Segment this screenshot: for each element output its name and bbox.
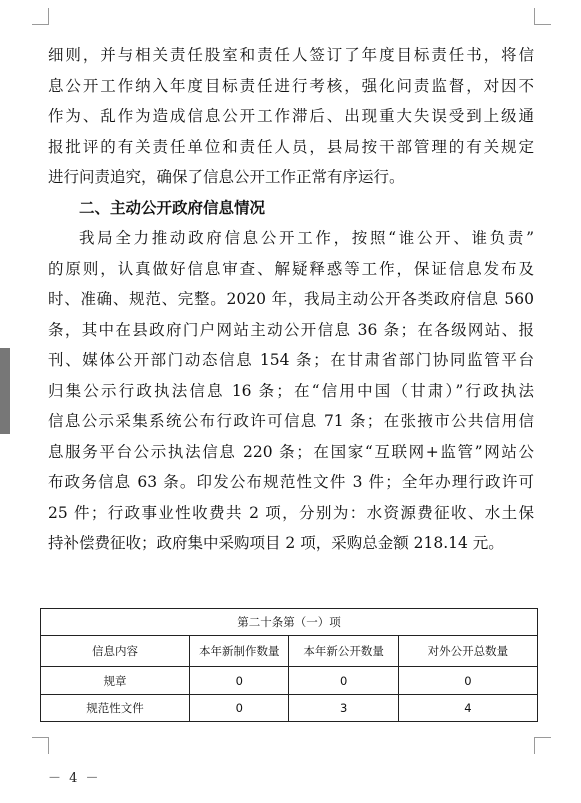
text-line: 归集公示行政执法信息 16 条；在“信用中国（甘肃）”行政执法 <box>48 381 534 400</box>
text-line: 信息公示采集系统公布行政许可信息 71 条；在张掖市公共信用信 <box>48 412 534 430</box>
table-row <box>41 667 538 695</box>
table-row <box>41 695 538 722</box>
table-title: 第二十条第（一）项 <box>41 609 538 636</box>
table-header-cell: 本年新公开数量 <box>289 636 398 667</box>
text-line: 进行问责追究，确保了信息公开工作正常有序运行。 <box>48 168 405 186</box>
table-cell: 3 <box>289 695 398 722</box>
text-line: 细则，并与相关责任股室和责任人签订了年度目标责任书，将信 <box>48 46 534 64</box>
table-header-cell: 本年新制作数量 <box>190 636 289 667</box>
text-line: 我局全力推动政府信息公开工作，按照“谁公开、谁负责” <box>79 229 534 247</box>
crop-mark-bottom-right <box>534 737 551 754</box>
crop-mark-top-left <box>32 8 49 25</box>
text-line: 持补偿费征收；政府集中采购项目 2 项，采购总金额 218.14 元。 <box>48 534 504 552</box>
text-line: 布政务信息 63 条。印发公布规范性文件 3 件；全年办理行政许可 <box>48 473 534 491</box>
text-line: 息服务平台公示执法信息 220 条；在国家“互联网+监管”网站公 <box>48 442 534 461</box>
text-line: 作为、乱作为造成信息公开工作滞后、出现重大失误受到上级通 <box>48 107 534 125</box>
text-line: 刊、媒体公开部门动态信息 154 条；在甘肃省部门协同监管平台 <box>48 351 534 369</box>
text-line: 时、准确、规范、完整。2020 年，我局主动公开各类政府信息 560 <box>48 290 534 308</box>
table-cell: 0 <box>190 695 289 722</box>
table-header-row <box>41 636 538 667</box>
crop-mark-bottom-left <box>32 737 49 754</box>
crop-mark-top-right <box>534 8 551 25</box>
table-cell: 规章 <box>41 667 190 695</box>
side-scroll-tab[interactable] <box>0 348 10 434</box>
page-number: － 4 － <box>48 771 101 786</box>
table-title-row <box>41 609 538 636</box>
text-line: 息公开工作纳入年度目标责任进行考核，强化问责监督，对因不 <box>48 76 534 95</box>
paragraph-accountability <box>48 40 534 559</box>
section-heading: 二、主动公开政府信息情况 <box>79 198 266 217</box>
text-line: 报批评的有关责任单位和责任人员，县局按干部管理的有关规定 <box>48 137 534 156</box>
text-line: 的原则，认真做好信息审查、解疑释惑等工作，保证信息发布及 <box>48 259 534 278</box>
table-cell: 0 <box>398 667 537 695</box>
table-cell: 0 <box>289 667 398 695</box>
table-cell: 4 <box>398 695 537 722</box>
text-line: 条，其中在县政府门户网站主动公开信息 36 条；在各级网站、报 <box>48 320 534 339</box>
text-line: 25 件；行政事业性收费共 2 项，分别为：水资源费征收、水土保 <box>48 503 534 522</box>
table-cell: 0 <box>190 667 289 695</box>
disclosure-table <box>40 608 538 722</box>
table-header-cell: 对外公开总数量 <box>398 636 537 667</box>
table-cell: 规范性文件 <box>41 695 190 722</box>
table-header-cell: 信息内容 <box>41 636 190 667</box>
